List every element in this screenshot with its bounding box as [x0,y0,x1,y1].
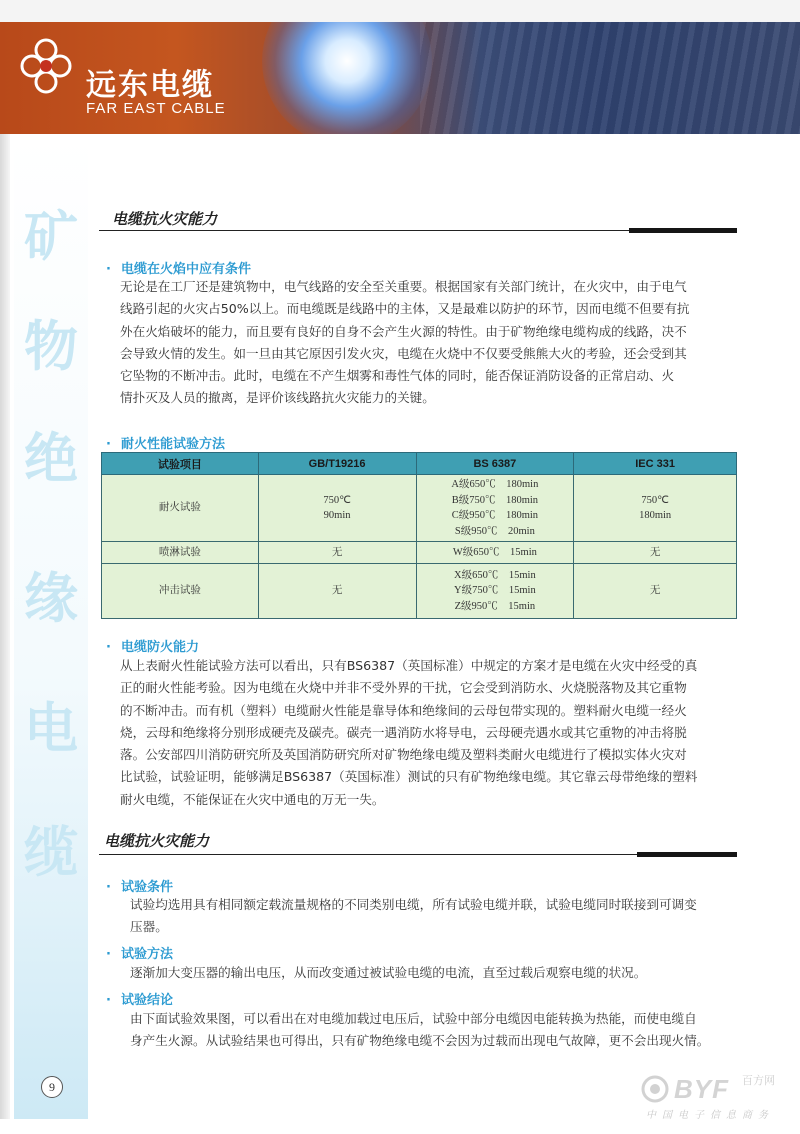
table-cell: W级650℃ 15min [416,542,574,564]
table-cell: 耐火试验 [102,475,259,542]
watermark-tagline: 中国电子信息商务 [646,1110,774,1121]
paragraph-fire-conditions: 无论是在工厂还是建筑物中，电气线路的安全至关重要。根据国家有关部门统计，在火灾中，由于电气 线路引起的火灾占50%以上。而电缆既是线路中的主体，又是最难以防护的环节，因而电缆不但要有抗 外在火焰破坏的能力，而且要有良好的自身不会产生火源的特性。由于矿物绝缘电缆构成的线路，决不 会导致火情的发生。如一旦由其它原因引发火灾，电缆在火烧中不仅要受熊熊大火的考验，还会受到其 它坠物的不断冲击。此时，电缆在不产生烟雾和毒性气体的同时，能否保证消防设备的正常启动、火 情扑灭及人员的撤离，是评价该线路抗火灾能力的关键。 [120,279,690,406]
table-cell: A级650℃ 180min B级750℃ 180min C级950℃ 180min S级950℃ 20min [416,475,574,542]
table-cell: 750℃ 180min [574,475,737,542]
banner-cable-texture [420,22,800,134]
page-binding-edge [0,134,10,1119]
table-header: IEC 331 [574,453,737,475]
subheading-test-conditions: · 试验条件 [106,880,173,895]
top-margin [0,0,800,22]
brand-name-cn: 远东电缆 [86,68,214,103]
side-title-char: 缆 [24,821,78,884]
table-cell: 无 [258,542,416,564]
section-rule [99,230,629,231]
table-cell: X级650℃ 15min Y级750℃ 15min Z级950℃ 15min [416,564,574,619]
far-east-logo-icon [16,36,76,96]
table-cell: 无 [574,564,737,619]
watermark-logo-icon [640,1074,670,1104]
side-title-char: 矿 [24,205,78,268]
brand-name-en: FAR EAST CABLE [86,100,226,117]
side-title-char: 物 [24,315,78,378]
side-title-char: 电 [24,697,78,760]
table-row [102,564,737,619]
paragraph-test-conditions: 试验均选用具有相同额定载流量规格的不同类别电缆，所有试验电缆并联，试验电缆同时联接到可调变 压器。 [130,897,697,935]
section-rule [99,854,637,855]
table-header: GB/T19216 [258,453,416,475]
subheading-test-conclusion: · 试验结论 [106,993,173,1008]
paragraph-test-conclusion: 由下面试验效果图，可以看出在对电缆加载过电压后，试验中部分电缆因电能转换为热能，而使电缆自 身产生火源。从试验结果也可得出，只有矿物绝缘电缆不会因为过载而出现电气故障，更不会出现火情。 [130,1011,710,1049]
table-header-row [102,453,737,475]
watermark-sub: 百方网 [742,1075,775,1087]
section-title: 电缆抗火灾能力 [112,210,218,228]
paragraph-test-method: 逐渐加大变压器的输出电压，从而改变通过被试验电缆的电流，直至过载后观察电缆的状况。 [130,965,647,980]
banner-light-glow [262,22,432,134]
table-header: 试验项目 [102,453,259,475]
section-rule-accent [637,852,737,857]
table-header: BS 6387 [416,453,574,475]
subheading-test-method: · 试验方法 [106,947,173,962]
table-cell: 无 [258,564,416,619]
subheading-fire-conditions: · 电缆在火焰中应有条件 [106,262,251,277]
table-cell: 750℃ 90min [258,475,416,542]
fire-test-table [101,452,737,619]
page-number: 9 [41,1076,63,1098]
watermark-brand: BYF [674,1074,729,1104]
side-title-char: 缘 [24,567,78,630]
table-row [102,542,737,564]
table-cell: 无 [574,542,737,564]
table-cell: 喷淋试验 [102,542,259,564]
site-watermark [640,1072,790,1121]
table-cell: 冲击试验 [102,564,259,619]
section-title: 电缆抗火灾能力 [104,832,210,850]
side-title-char: 绝 [24,427,78,490]
subheading-test-methods: · 耐火性能试验方法 [106,437,225,452]
subheading-fire-protection: · 电缆防火能力 [106,640,199,655]
paragraph-fire-protection: 从上表耐火性能试验方法可以看出，只有BS6387（英国标准）中规定的方案才是电缆在火灾中经受的真 正的耐火性能考验。因为电缆在火烧中并非不受外界的干扰，它会受到消防水、火烧脱落物及其它重物 的不断冲击。而有机（塑料）电缆耐火性能是靠导体和绝缘间的云母包带实现的。塑料耐火电缆一经火 烧，云母和绝缘将分别形成硬壳及碳壳。碳壳一遇消防水将导电，云母硬壳遇水或其它重物的冲击将脱 落。公安部四川消防研究所及英国消防研究所对矿物绝缘电缆及塑料类耐火电缆进行了模拟实体火灾对 比试验，试验证明，能够满足BS6387（英国标准）测试的只有矿物绝缘电缆。其它靠云母带绝缘的塑料 耐火电缆，不能保证在火灾中通电的万无一失。 [120,658,698,807]
section-rule-accent [629,228,737,233]
table-row [102,475,737,542]
